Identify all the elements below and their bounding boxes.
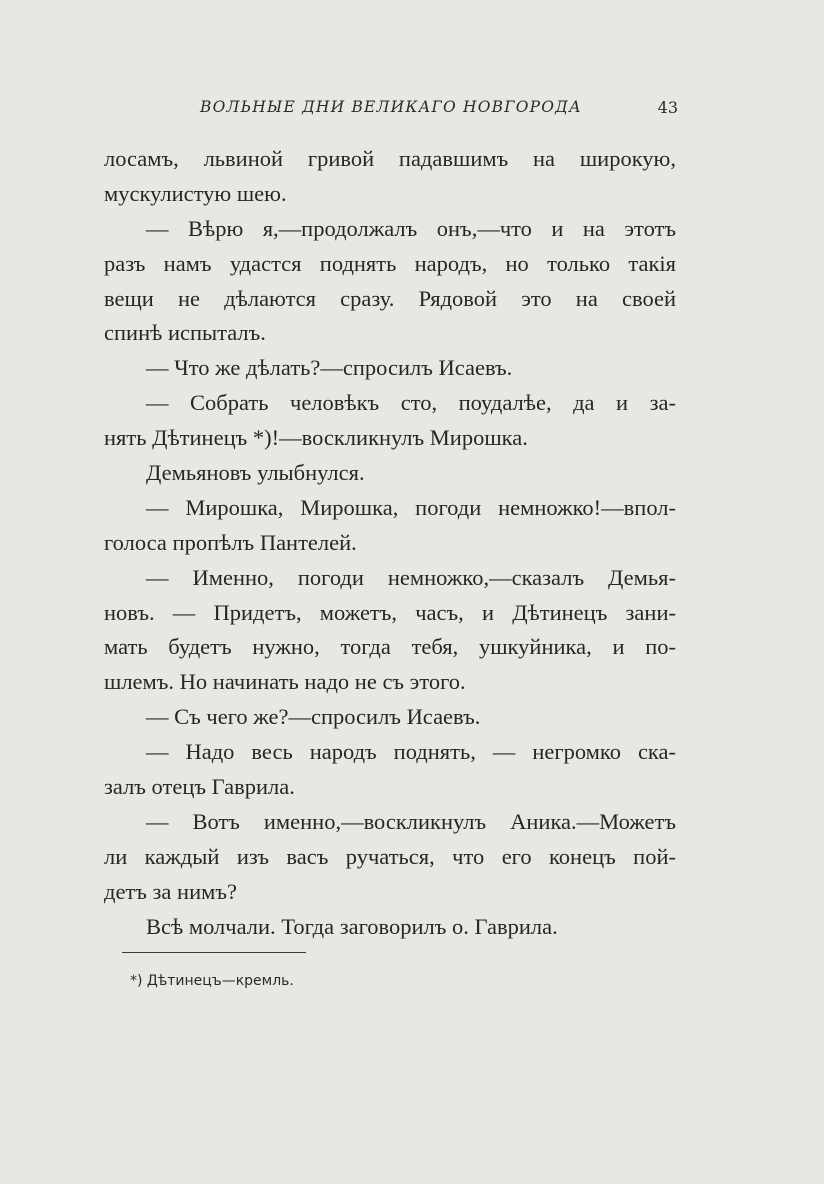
- running-title: ВОЛЬНЫЕ ДНИ ВЕЛИКАГО НОВГОРОДА: [200, 98, 582, 116]
- text-line: спинѣ испыталъ.: [104, 320, 266, 346]
- text-line: лосамъ, львиной гривой падавшимъ на широкую,: [104, 146, 676, 171]
- text-line: мускулистую шею.: [104, 180, 287, 206]
- text-line: Всѣ молчали. Тогда заговорилъ о. Гаврила.: [146, 913, 558, 939]
- page-header: [200, 98, 678, 128]
- text-line: — Съ чего же?—спросилъ Исаевъ.: [146, 704, 481, 730]
- text-line: залъ отецъ Гаврила.: [104, 774, 295, 800]
- footnote-divider: [122, 952, 306, 953]
- text-line: — Вѣрю я,—продолжалъ онъ,—что и на этотъ: [146, 215, 676, 241]
- text-line: детъ за нимъ?: [104, 878, 237, 904]
- footnote: *) Дѣтинецъ—кремль.: [130, 973, 294, 989]
- text-line: мать будетъ нужно, тогда тебя, ушкуйника, и по-: [104, 634, 676, 660]
- text-line: — Мирошка, Мирошка, погоди немножко!—впол-: [146, 494, 676, 520]
- text-line: новъ. — Придетъ, можетъ, часъ, и Дѣтинецъ зани-: [104, 599, 676, 625]
- text-line: — Вотъ именно,—воскликнулъ Аника.—Можетъ: [146, 808, 676, 834]
- text-line: шлемъ. Но начинать надо не съ этого.: [104, 669, 466, 695]
- text-line: разъ намъ удастся поднять народъ, но только такія: [104, 250, 676, 276]
- text-line: ли каждый изъ васъ ручаться, что его конецъ пой-: [104, 843, 676, 869]
- text-line: голоса пропѣлъ Пантелей.: [104, 529, 357, 555]
- text-line: — Надо весь народъ поднять, — негромко ска-: [146, 739, 676, 765]
- page-number: 43: [657, 98, 678, 117]
- text-line: вещи не дѣлаются сразу. Рядовой это на своей: [104, 285, 676, 311]
- text-line: нять Дѣтинецъ *)!—воскликнулъ Мирошка.: [104, 425, 528, 451]
- text-line: — Что же дѣлать?—спросилъ Исаевъ.: [146, 355, 513, 381]
- text-line: Демьяновъ улыбнулся.: [146, 460, 365, 486]
- body-text: [104, 142, 676, 944]
- text-line: — Собрать человѣкъ сто, поудалѣе, да и за-: [146, 390, 676, 416]
- text-line: — Именно, погоди немножко,—сказалъ Демья-: [146, 564, 676, 590]
